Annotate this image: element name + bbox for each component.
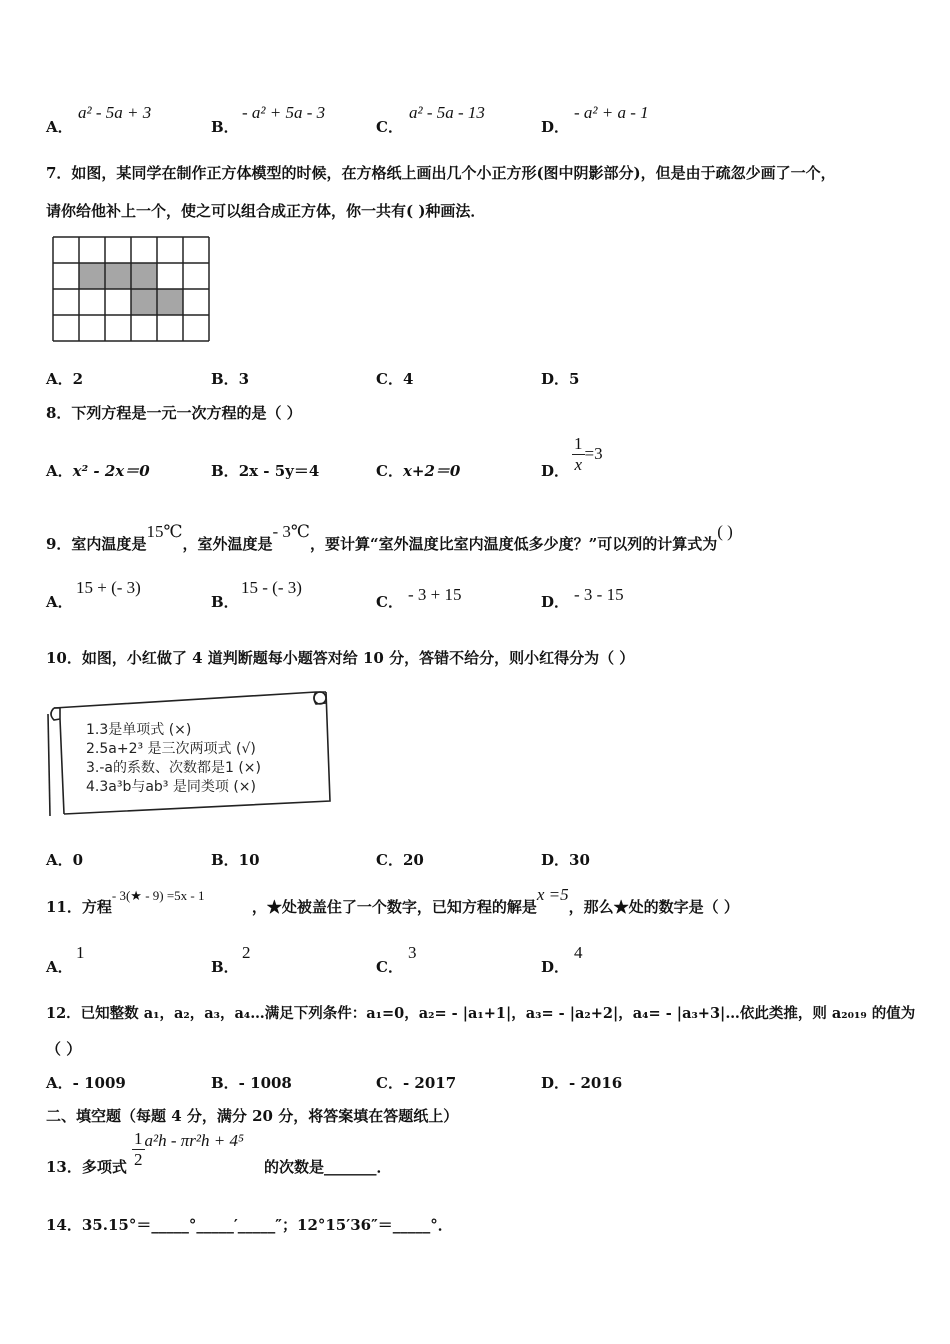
q6-option-a[interactable]: A． (46, 118, 73, 136)
q8-option-c-expr: x+2＝0 (402, 462, 461, 480)
section-heading-fill-in: 二、填空题（每题 4 分，满分 20 分，将答案填在答题纸上） (46, 1107, 459, 1125)
q6-option-a-expr: a² - 5a + 3 (78, 103, 152, 122)
q7-option-d[interactable]: D．5 (541, 370, 580, 388)
q8-option-d[interactable]: D． (541, 462, 570, 480)
q9-option-b-expr: 15 - (- 3) (241, 578, 302, 597)
fraction: $\frac{1}{x}$ (574, 434, 583, 474)
q9-temp-outdoor: - 3℃ (272, 522, 310, 541)
q11-option-d-value: 4 (574, 943, 583, 962)
q7-stem-line1: 7．如图，某同学在制作正方体模型的时候，在方格纸上画出几个小正方形(图中阴影部分)，但是由于疏忽少画了一个， (46, 164, 836, 182)
q12-option-c[interactable]: C．- 2017 (376, 1074, 457, 1092)
q9-option-a[interactable]: A． (46, 593, 73, 611)
q7-stem-line2: 请你给他补上一个，使之可以组合成正方体，你一共有( )种画法． (46, 202, 486, 220)
q7-grid-figure (52, 236, 212, 344)
q10-scroll-content (86, 721, 261, 797)
q9-stem: 9．室内温度是15℃，室外温度是- 3℃，要计算“室外温度比室内温度低多少度？”可以列的计算式为( ) (46, 522, 733, 553)
q13-stem-prefix: 13．多项式 (46, 1158, 127, 1176)
q9-option-c[interactable]: C． (376, 593, 403, 611)
grid-lines (53, 237, 209, 341)
q10-option-d[interactable]: D．30 (541, 851, 590, 869)
q8-option-a-expr: x² - 2x＝0 (72, 462, 150, 480)
q14-stem: 14．35.15°＝_____°_____′_____″；12°15′36″＝_____°． (46, 1216, 453, 1234)
q11-equation: - 3(★ - 9) =5x - 1 (111, 888, 205, 903)
q11-option-b-value: 2 (242, 943, 251, 962)
q10-option-b[interactable]: B．10 (211, 851, 260, 869)
q7-option-a[interactable]: A．2 (46, 370, 84, 388)
shaded-cell (131, 263, 157, 289)
q8-stem: 8．下列方程是一元一次方程的是（ ） (46, 404, 302, 422)
q11-option-c-value: 3 (408, 943, 417, 962)
q9-temp-indoor: 15℃ (146, 522, 183, 541)
q11-stem: 11．方程- 3(★ - 9) =5x - 1，★处被盖住了一个数字，已知方程的解是x =5，那么★处的数字是（ ） (46, 885, 739, 916)
fraction: $\frac{1}{2}$ (134, 1129, 143, 1169)
scroll-item: 3.-a的系数、次数都是1 (×) (86, 760, 261, 776)
q10-option-c[interactable]: C．20 (376, 851, 424, 869)
q8-option-b[interactable]: B．2x - 5y＝4 (211, 462, 320, 480)
q13-polynomial: $\frac{1}{2}$ a²h - πr²h + 4⁵ (134, 1129, 244, 1169)
q10-stem: 10．如图，小红做了 4 道判断题每小题答对给 10 分，答错不给分，则小红得分为（ ） (46, 649, 635, 667)
q13-stem-suffix: 的次数是_______． (264, 1158, 392, 1176)
q11-option-c[interactable]: C． (376, 958, 403, 976)
q12-stem-line2: （ ） (46, 1040, 82, 1058)
q11-option-b[interactable]: B． (211, 958, 239, 976)
q6-option-d-expr: - a² + a - 1 (574, 103, 649, 122)
q11-solution: x =5 (536, 885, 569, 904)
q9-option-c-expr: - 3 + 15 (408, 585, 462, 604)
q6-option-b-expr: - a² + 5a - 3 (242, 103, 326, 122)
q9-paren: ( ) (717, 522, 733, 541)
q9-option-d-expr: - 3 - 15 (574, 585, 624, 604)
q8-option-b-expr: 2x - 5y＝4 (238, 462, 320, 480)
q11-option-a[interactable]: A． (46, 958, 73, 976)
q6-option-d[interactable]: D． (541, 118, 570, 136)
q7-option-c[interactable]: C．4 (376, 370, 414, 388)
q12-option-b[interactable]: B．- 1008 (211, 1074, 292, 1092)
q9-option-a-expr: 15 + (- 3) (76, 578, 141, 597)
scroll-item: 1.3是单项式 (×) (86, 722, 192, 738)
q12-option-d[interactable]: D．- 2016 (541, 1074, 623, 1092)
shaded-cell (157, 289, 183, 315)
shaded-cell (79, 263, 105, 289)
q9-option-d[interactable]: D． (541, 593, 570, 611)
q11-option-a-value: 1 (76, 943, 85, 962)
q11-option-d[interactable]: D． (541, 958, 570, 976)
q12-option-a[interactable]: A．- 1009 (46, 1074, 126, 1092)
shaded-cell (105, 263, 131, 289)
q8-option-d-expr: $\frac{1}{x}$ =3 (574, 434, 603, 474)
q6-option-c[interactable]: C． (376, 118, 403, 136)
q9-option-b[interactable]: B． (211, 593, 239, 611)
q12-stem-line1: 12．已知整数 a₁，a₂，a₃，a₄…满足下列条件：a₁=0，a₂= - |a₁+1|，a₃= - |a₂+2|，a₄= - |a₃+3|…依此类推，则 a₂₀₁₉ 的值为 (46, 1005, 916, 1022)
scroll-item: 2.5a+2³ 是三次两项式 (√) (86, 741, 256, 757)
q6-option-b[interactable]: B． (211, 118, 239, 136)
shaded-cell (131, 289, 157, 315)
q10-option-a[interactable]: A．0 (46, 851, 84, 869)
q8-option-a[interactable]: A．x² - 2x＝0 (46, 462, 150, 480)
q6-option-c-expr: a² - 5a - 13 (409, 103, 485, 122)
q7-option-b[interactable]: B．3 (211, 370, 250, 388)
q8-option-c[interactable]: C．x+2＝0 (376, 462, 461, 480)
scroll-item: 4.3a³b与ab³ 是同类项 (×) (86, 779, 256, 795)
